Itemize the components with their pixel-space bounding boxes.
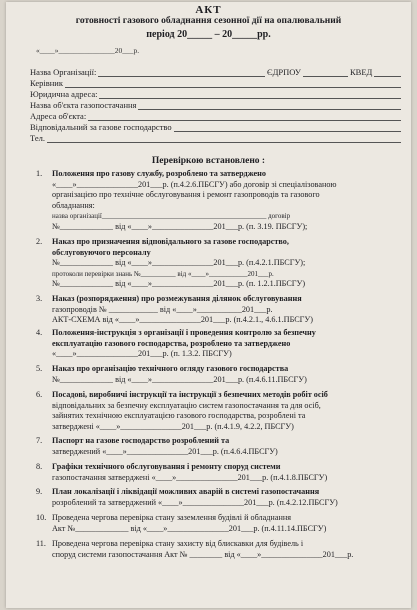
section-title: Перевіркою встановлено : [151, 156, 266, 166]
list-item-line: АКТ-СХЕМА від «____»_______________201___р. (п.4.2.1., 4.6.1.ПБСГУ) [52, 315, 313, 324]
list-item-line: Графіки технічного обслуговування і ремонту споруд системи [52, 462, 281, 471]
list-item-number: 7. [36, 436, 43, 445]
list-item-7 [36, 436, 278, 457]
list-item-line: Положення про газову службу, розроблено та затверджено [52, 169, 266, 178]
list-item-line: №_____________ від «____»_______________201___р. (п.4.6.11.ПБСГУ) [52, 374, 307, 384]
list-item-line: Проведена чергова перевірка стану захисту від блискавки для будівель і [52, 539, 304, 548]
field-responsible [30, 122, 401, 133]
list-item-1 [36, 169, 337, 232]
list-item-line: «____»_______________201___р. (п.4.2.6.ПБСГУ) або договір зі спеціалізованою [52, 179, 337, 189]
list-item-5 [36, 364, 307, 385]
list-item-line: газопроводів № ____________ від «____»___________201___р. [52, 304, 273, 314]
field-edrpou-label: ЄДРПОУ [267, 67, 301, 77]
list-item-line: №_____________ від «____»_______________201___р. (п.4.2.1.ПБСГУ); [52, 258, 306, 267]
list-item-line: №_____________ від «____»_______________201___р. (п. 1.2.1.ПБСГУ) [52, 279, 306, 288]
list-item-number: 2. [36, 237, 43, 246]
list-item-number: 3. [36, 294, 43, 303]
list-item-number: 9. [36, 487, 43, 496]
list-item-line: Акт №_____________ від «____»_______________201___р. (п.4.11.14.ПБСГУ) [52, 523, 327, 533]
list-item-10 [36, 513, 327, 534]
field-director [30, 78, 401, 89]
field-phone-label: Тел. [30, 133, 46, 143]
field-legal-address [30, 89, 401, 100]
list-item-line: Посадові, виробничі інструкції та інструкції з безпечних методів робіт осіб [52, 390, 328, 399]
list-item-line: відповідальних за безпечну експлуатацію систем газопостачання та для осіб, [52, 400, 321, 410]
document-title: АКТ [195, 4, 222, 16]
list-item-line: споруд системи газопостачання Акт № ________ від «____»_______________201___р. [52, 549, 354, 559]
list-item-line: обладнання: [52, 200, 95, 210]
field-director-label: Керівник [30, 78, 63, 88]
list-item-8 [36, 462, 328, 483]
list-item-line: Наказ про організацію технічного огляду газового господарства [52, 364, 289, 373]
list-item-number: 5. [36, 364, 43, 373]
list-item-line: газопостачання затверджені «____»_______________201___р. (п.4.1.8.ПБСГУ) [52, 472, 328, 482]
field-phone [30, 133, 401, 144]
list-item-line: організацією про технічне обслуговування і ремонт газопроводів та газового [52, 190, 320, 199]
list-item-line: Наказ про призначення відповідального за газове господарство, [52, 237, 289, 246]
list-item-line: Положення-інструкція з організації і проведення контролю за безпечну [52, 328, 316, 337]
list-item-line: План локалізації і ліквідації можливих аварій в системі газопостачання [52, 487, 320, 496]
list-item-line: розроблений та затверджений «____»_______________201___р. (п.4.2.12.ПБСГУ) [52, 497, 338, 507]
list-item-line: «____»_______________201___р. (п. 1.3.2. ПБСГУ) [52, 349, 232, 358]
list-item-number: 4. [36, 328, 43, 337]
list-item-number: 11. [36, 539, 46, 548]
list-item-line: зайнятих технічною експлуатацією газового господарства, розроблені та [52, 411, 306, 420]
field-object-address [30, 111, 401, 122]
list-item-line: затверджені «____»_______________201___р. (п.4.1.9, 4.2.2, ПБСГУ) [52, 421, 294, 431]
list-item-4 [36, 328, 316, 360]
list-item-line: назва організації_______________________________________________ договір [52, 212, 291, 220]
list-item-line: обслуговуючого персоналу [52, 247, 151, 257]
field-kved-label: КВЕД [350, 67, 373, 77]
list-item-line: затверджений «____»_______________201___р. (п.4.6.4.ПБСГУ) [52, 446, 278, 456]
list-item-6 [36, 390, 328, 432]
document-sheet [6, 2, 411, 608]
list-item-3 [36, 294, 313, 326]
field-object-address-label: Адреса об'єкта: [30, 111, 87, 121]
list-item-line: Проведена чергова перевірка стану заземлення будівлі й обладнання [52, 513, 291, 522]
document-date-line: «____»_______________20___р. [36, 46, 140, 55]
list-item-line: Паспорт на газове господарство розроблений та [52, 436, 230, 445]
field-org-name-label: Назва Організації: [30, 67, 97, 77]
list-item-line: №_____________ від «____»_______________201___р. (п. 3.19. ПБСГУ); [52, 221, 308, 231]
list-item-number: 6. [36, 390, 43, 399]
list-item-11 [36, 539, 354, 560]
list-item-number: 10. [36, 513, 47, 522]
list-item-number: 8. [36, 462, 43, 471]
list-item-number: 1. [36, 169, 43, 178]
list-item-line: Наказ (розпорядження) про розмежування ділянок обслуговування [52, 294, 302, 303]
field-object-name-label: Назва об'єкта газопостачання [30, 100, 137, 110]
field-responsible-label: Відповідальний за газове господарство [30, 122, 172, 132]
list-item-line: протоколи перевірки знань №__________ від «____»___________201___р. [52, 269, 274, 278]
list-item-line: експлуатацію газового господарства, розроблено та затверджено [52, 338, 291, 348]
field-org-name [30, 67, 401, 78]
document-period: період 20_____ – 20_____рр. [146, 29, 271, 40]
list-item-2 [36, 237, 306, 290]
field-legal-address-label: Юридична адреса: [30, 89, 98, 99]
field-object-name [30, 100, 401, 111]
list-item-9 [36, 487, 338, 508]
document-subtitle: готовності газового обладнання сезонної дії на опалювальний [75, 16, 342, 26]
